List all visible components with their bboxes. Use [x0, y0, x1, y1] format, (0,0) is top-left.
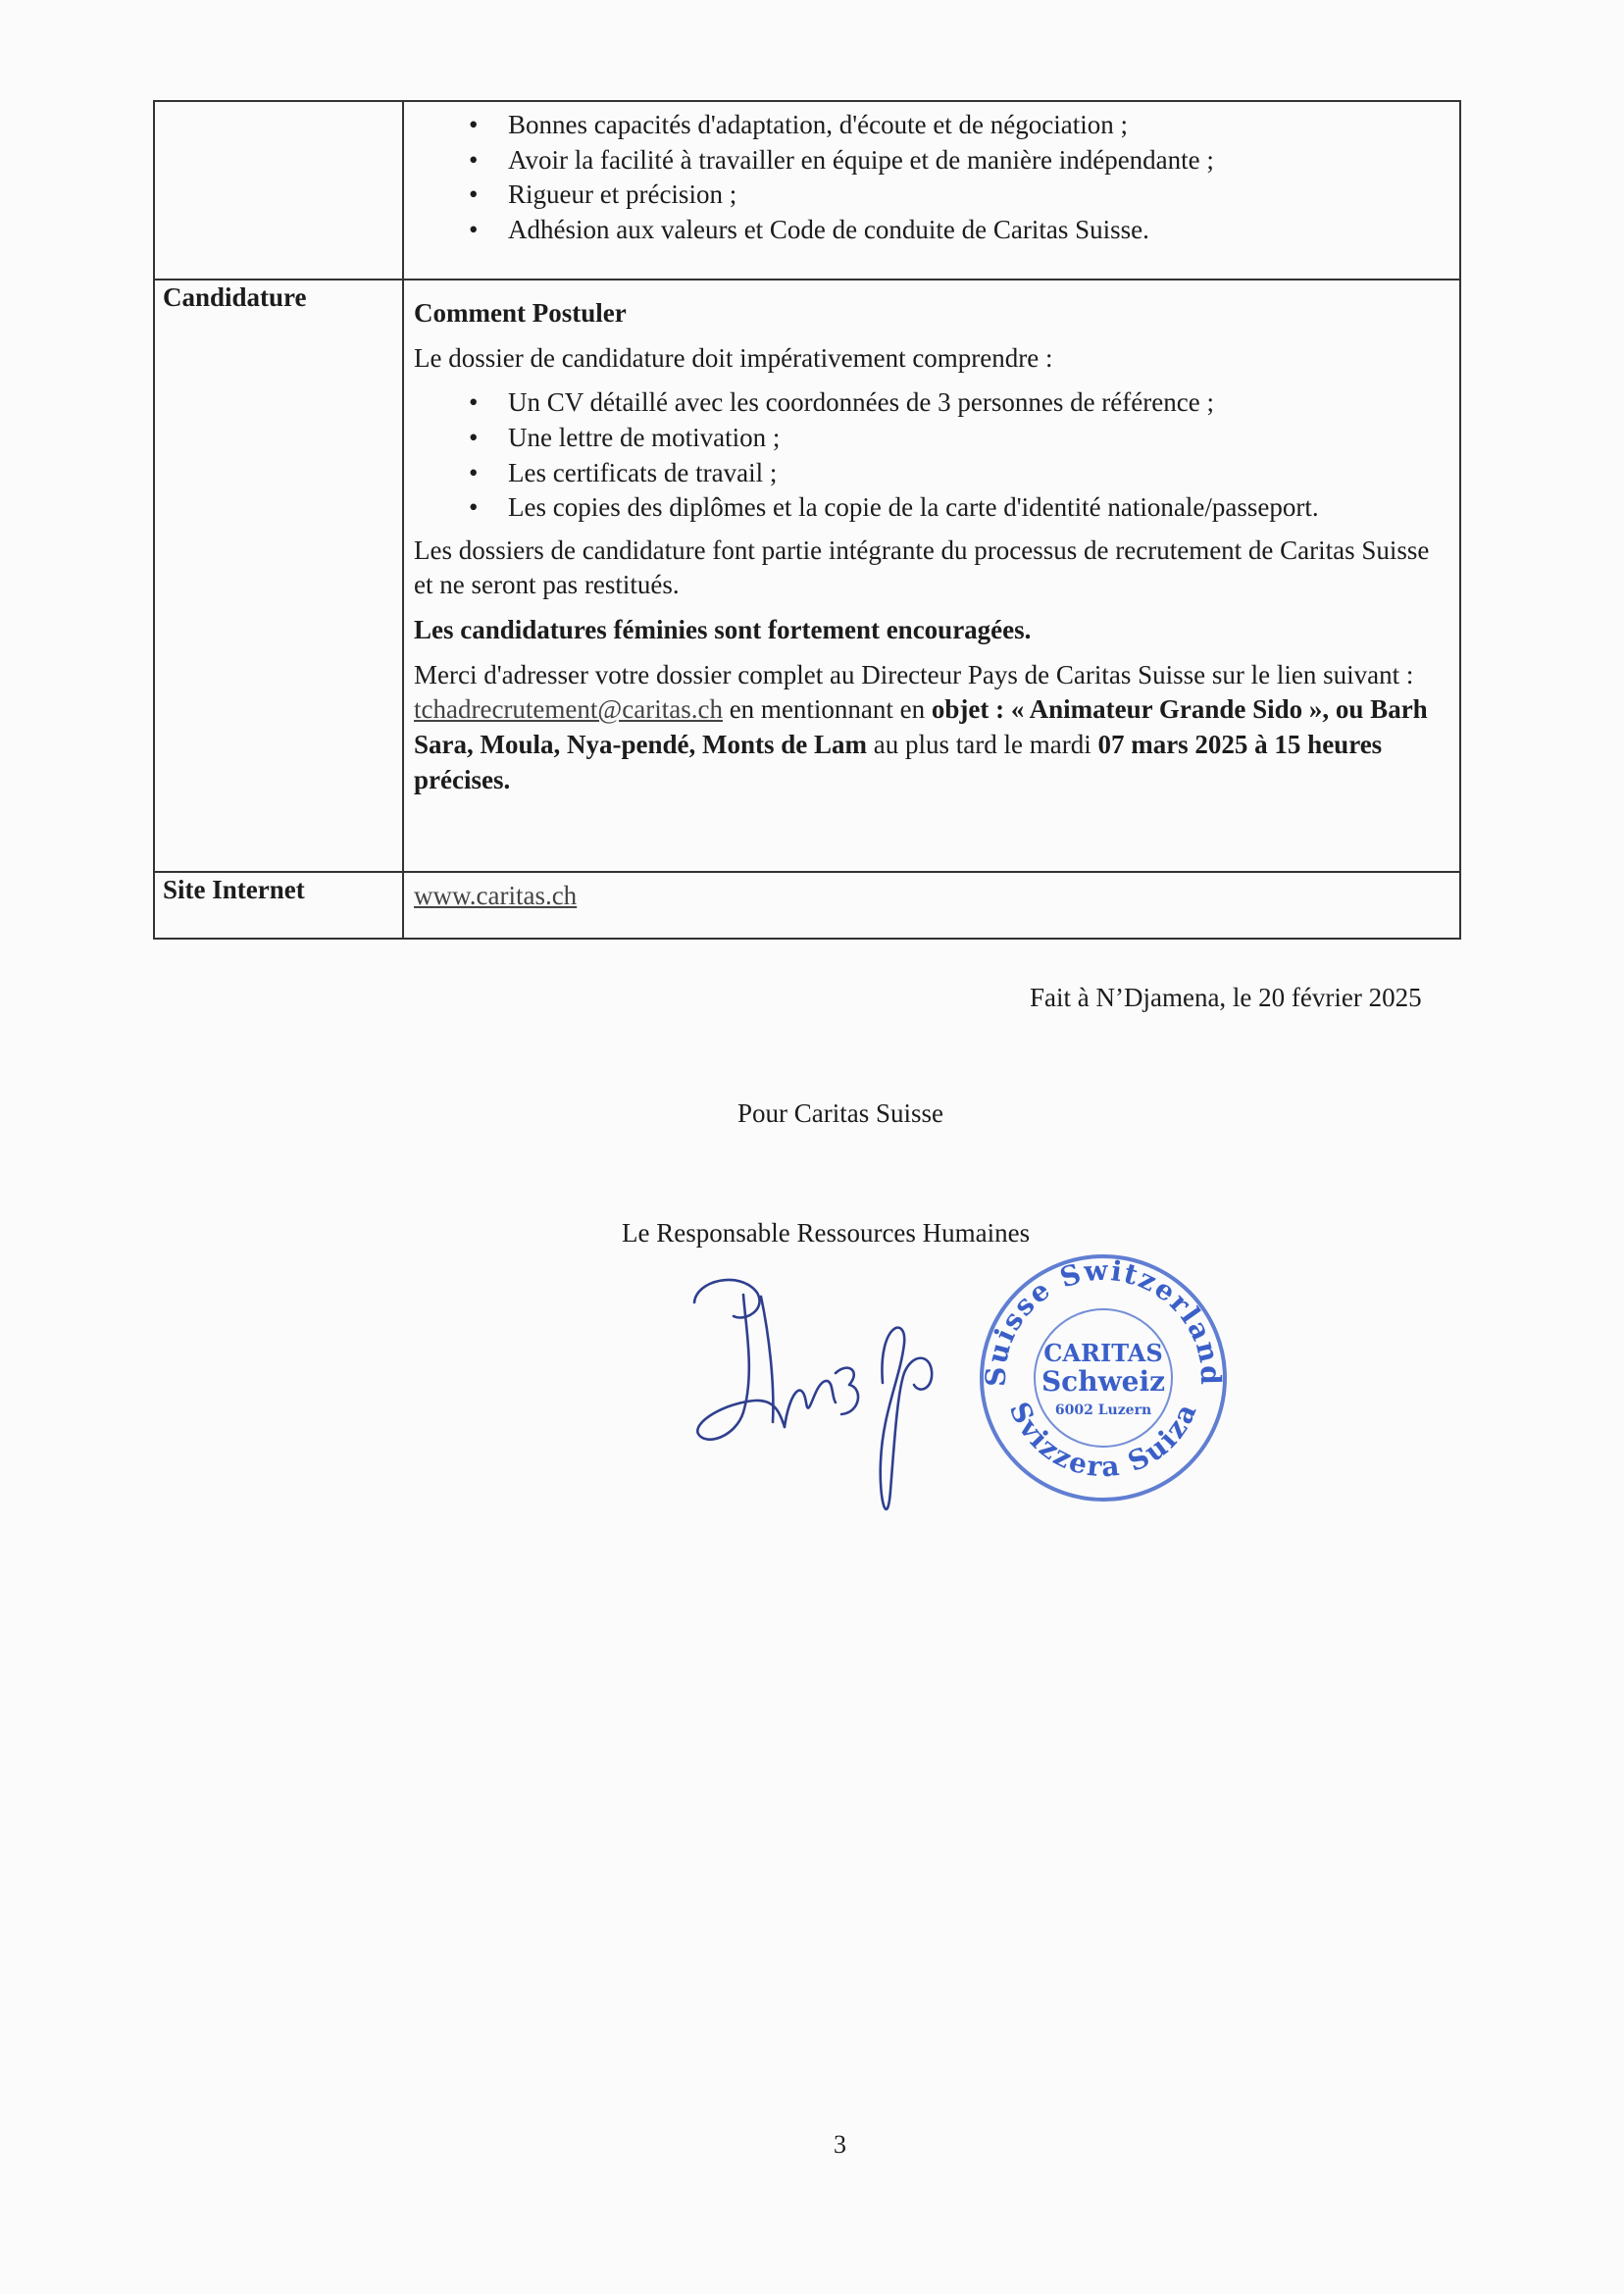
list-item: • Une lettre de motivation ; — [414, 421, 1447, 456]
stamp-top-text: Suisse Switzerland — [979, 1253, 1228, 1388]
table-row — [154, 101, 1460, 280]
list-item: • Les copies des diplômes et la copie de la carte d'identité nationale/passeport. — [414, 490, 1447, 526]
signatory-role: Le Responsable Ressources Humaines — [622, 1218, 1031, 1248]
list-item: • Un CV détaillé avec les coordonnées de 3 personnes de référence ; — [414, 385, 1447, 421]
list-item: • Bonnes capacités d'adaptation, d'écoute et de négociation ; — [414, 108, 1447, 143]
list-item: • Les certificats de travail ; — [414, 456, 1447, 491]
stamp-center-line3: 6002 Luzern — [1054, 1402, 1152, 1418]
instructions-text: au plus tard le mardi — [867, 729, 1098, 759]
deadline-text: 07 mars 2025 à 15 heures précises. — [414, 729, 1383, 794]
website-link[interactable]: www.caritas.ch — [414, 881, 578, 910]
stamp-bottom-text: Svizzera Suiza — [1002, 1397, 1204, 1484]
row-content — [403, 872, 1460, 939]
stamp-center-line2: Schweiz — [1040, 1365, 1166, 1398]
section-heading: Comment Postuler — [414, 298, 627, 328]
encouragement-text: Les candidatures féminies sont fortement encouragées. — [414, 615, 1032, 644]
list-item: • Avoir la facilité à travailler en équipe et de manière indépendante ; — [414, 143, 1447, 178]
list-item: • Adhésion aux valeurs et Code de conduite de Caritas Suisse. — [414, 213, 1447, 248]
row-label-website: Site Internet — [154, 872, 403, 939]
organization-stamp — [971, 1246, 1236, 1510]
instructions-paragraph — [414, 658, 1447, 798]
subject-text: objet : « Animateur Grande Sido », ou Barh Sara, Moula, Nya-pendé, Monts de Lam — [414, 694, 1428, 759]
info-paragraph: Les dossiers de candidature font partie intégrante du processus de recrutement de Caritas Suisse et ne seront pas restitués. — [414, 535, 1430, 600]
documents-list — [414, 385, 1447, 526]
email-link[interactable]: tchadrecrutement@caritas.ch — [414, 694, 723, 725]
list-item: • Rigueur et précision ; — [414, 178, 1447, 213]
row-content — [403, 280, 1460, 872]
place-date: Fait à N’Djamena, le 20 février 2025 — [1030, 983, 1422, 1012]
instructions-text: en mentionnant en — [722, 694, 932, 725]
organization-line: Pour Caritas Suisse — [737, 1098, 944, 1128]
table-row — [154, 280, 1460, 872]
skills-list — [414, 108, 1447, 248]
row-label-empty — [154, 101, 403, 280]
page-number: 3 — [834, 2130, 846, 2159]
table-row — [154, 872, 1460, 939]
job-offer-table — [153, 100, 1461, 940]
stamp-center-line1: CARITAS — [1043, 1339, 1163, 1367]
instructions-text: Merci d'adresser votre dossier complet au Directeur Pays de Caritas Suisse sur le lien suivant : — [414, 659, 1414, 689]
intro-text: Le dossier de candidature doit impérativement comprendre : — [414, 342, 1053, 373]
row-content — [403, 101, 1460, 280]
handwritten-signature — [686, 1265, 971, 1540]
row-label-candidature: Candidature — [154, 280, 403, 872]
